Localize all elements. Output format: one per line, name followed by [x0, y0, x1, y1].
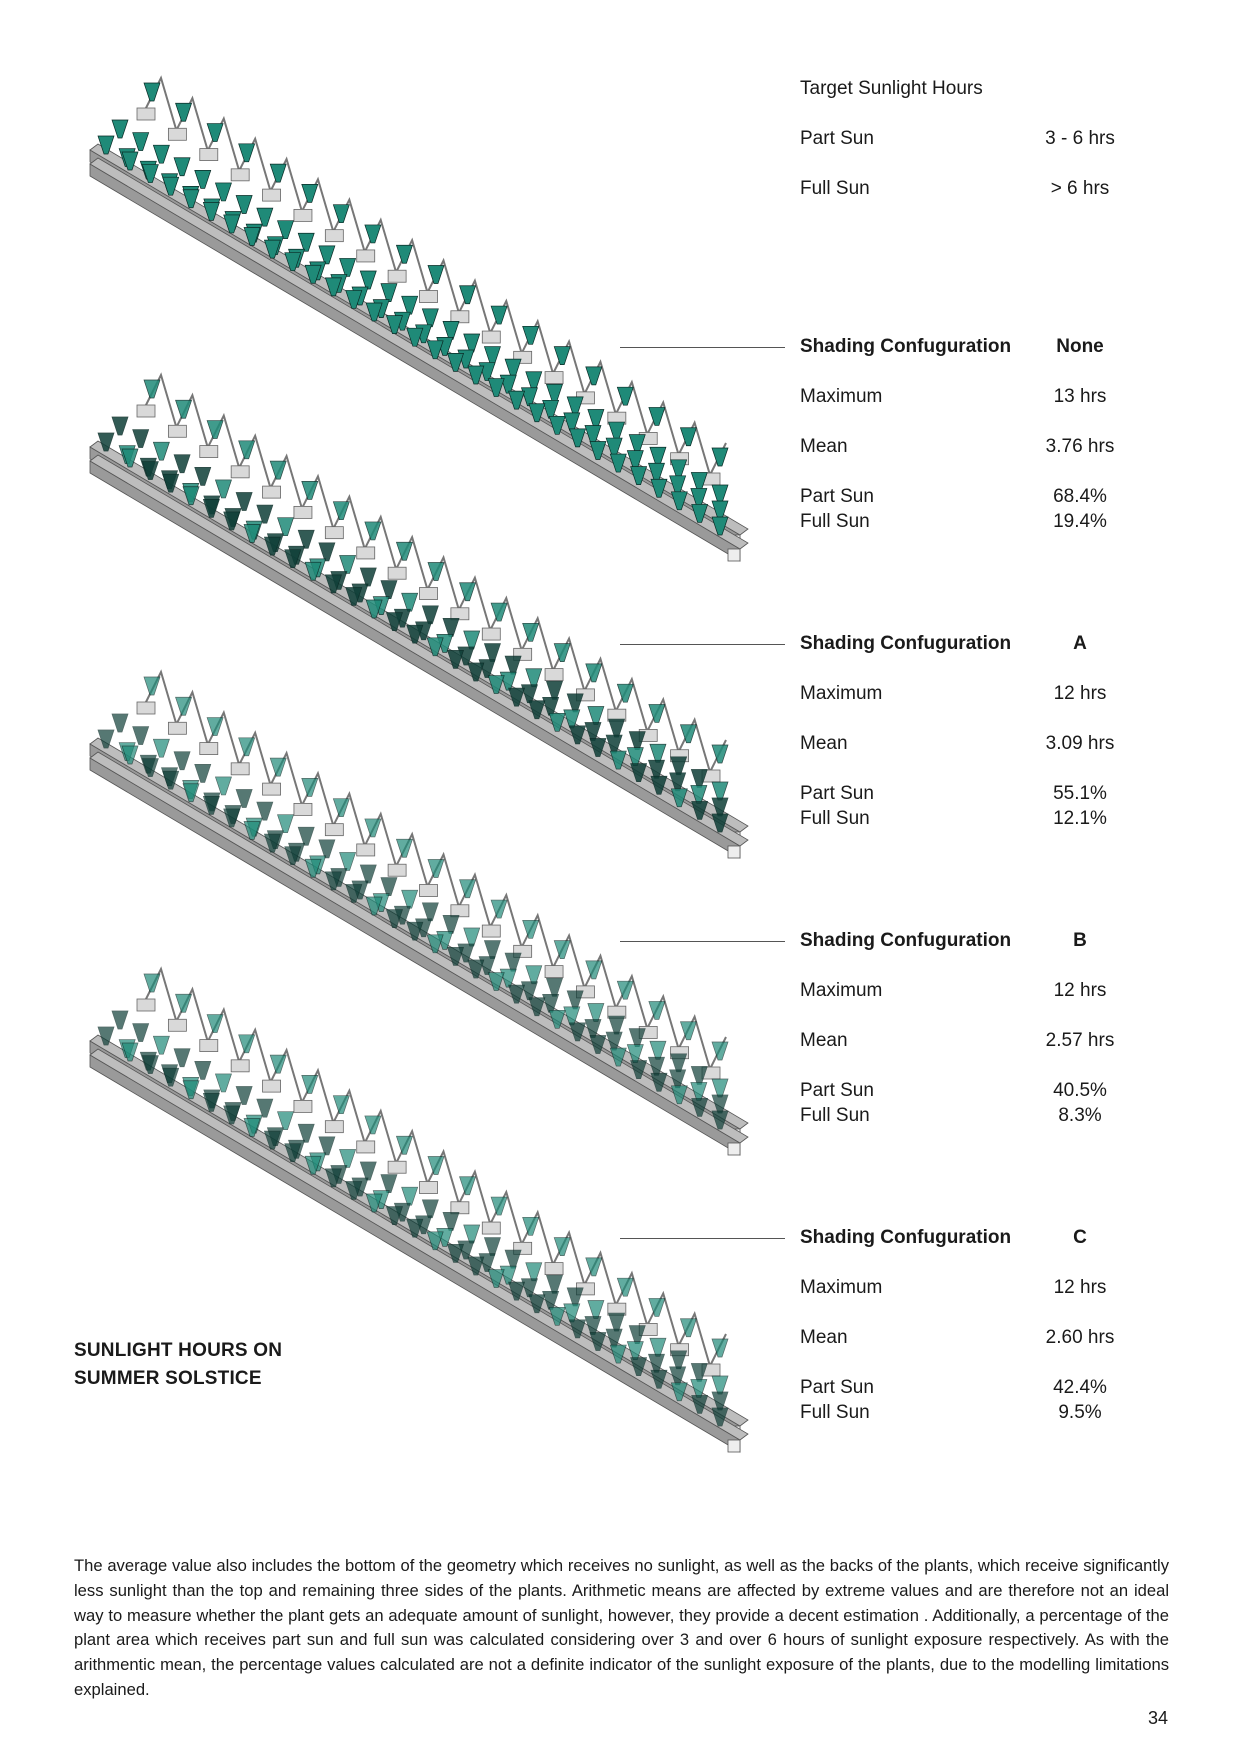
config-header-label: Shading Confuguration: [800, 336, 1012, 357]
full-value: 19.4%: [1053, 511, 1107, 532]
part-value: 68.4%: [1053, 486, 1107, 507]
full-value: 9.5%: [1058, 1402, 1102, 1423]
heading-line-2: SUMMER SOLSTICE: [74, 1368, 262, 1389]
part-label: Part Sun: [800, 783, 874, 804]
section-heading: [74, 1337, 282, 1393]
part-value: 42.4%: [1053, 1377, 1107, 1398]
mean-value: 2.60 hrs: [1045, 1327, 1115, 1348]
full-label: Full Sun: [800, 511, 870, 532]
page-number: 34: [1147, 1708, 1168, 1728]
part-value: 40.5%: [1053, 1080, 1107, 1101]
config-name: C: [1073, 1227, 1087, 1248]
mean-label: Mean: [800, 1327, 848, 1348]
body-paragraph: The average value also includes the bottom of the geometry which receives no sunlight, as well as the backs of the plants, which receive significantly less sunlight than the top and remaining three sides of the plants. Arithmetic means are affected by extreme values and are therefore not an ideal way to measure whether the plant gets an adequate amount of sunlight, however, they provide a decent estimation . Additionally, a percentage of the plant area which receives part sun and full sun was calculated considering over 3 and over 6 hours of sunlight exposure respectively. As with the arithmentic mean, the percentage values calculated are not a definite indicator of the sunlight exposure of the plants, due to the modelling limitations explained.: [74, 1556, 1169, 1699]
leader-line-b: [620, 941, 785, 942]
max-label: Maximum: [800, 980, 883, 1001]
mean-value: 3.09 hrs: [1045, 733, 1115, 754]
max-label: Maximum: [800, 386, 883, 407]
full-label: Full Sun: [800, 1402, 870, 1423]
max-value: 12 hrs: [1053, 980, 1107, 1001]
mean-label: Mean: [800, 436, 848, 457]
mean-label: Mean: [800, 1030, 848, 1051]
config-name: None: [1056, 336, 1104, 357]
max-label: Maximum: [800, 1277, 883, 1298]
config-name: B: [1073, 930, 1087, 951]
mean-value: 2.57 hrs: [1045, 1030, 1115, 1051]
target-full-label: Full Sun: [800, 178, 870, 199]
max-value: 12 hrs: [1053, 1277, 1107, 1298]
max-label: Maximum: [800, 683, 883, 704]
heading-line-1: SUNLIGHT HOURS ON: [74, 1340, 283, 1361]
leader-line-none: [620, 347, 785, 348]
target-title: Target Sunlight Hours: [800, 78, 983, 99]
max-value: 13 hrs: [1053, 386, 1107, 407]
part-value: 55.1%: [1053, 783, 1107, 804]
config-header-label: Shading Confuguration: [800, 930, 1012, 951]
mean-value: 3.76 hrs: [1045, 436, 1115, 457]
full-label: Full Sun: [800, 1105, 870, 1126]
config-header-label: Shading Confuguration: [800, 1227, 1012, 1248]
config-name: A: [1073, 633, 1087, 654]
leader-line-c: [620, 1238, 785, 1239]
config-header-label: Shading Confuguration: [800, 633, 1012, 654]
target-part-label: Part Sun: [800, 128, 874, 149]
max-value: 12 hrs: [1053, 683, 1107, 704]
leader-line-a: [620, 644, 785, 645]
part-label: Part Sun: [800, 1377, 874, 1398]
mean-label: Mean: [800, 733, 848, 754]
target-part-value: 3 - 6 hrs: [1045, 128, 1115, 149]
part-label: Part Sun: [800, 486, 874, 507]
full-value: 8.3%: [1058, 1105, 1102, 1126]
part-label: Part Sun: [800, 1080, 874, 1101]
full-value: 12.1%: [1053, 808, 1107, 829]
full-label: Full Sun: [800, 808, 870, 829]
target-full-value: > 6 hrs: [1050, 178, 1110, 199]
